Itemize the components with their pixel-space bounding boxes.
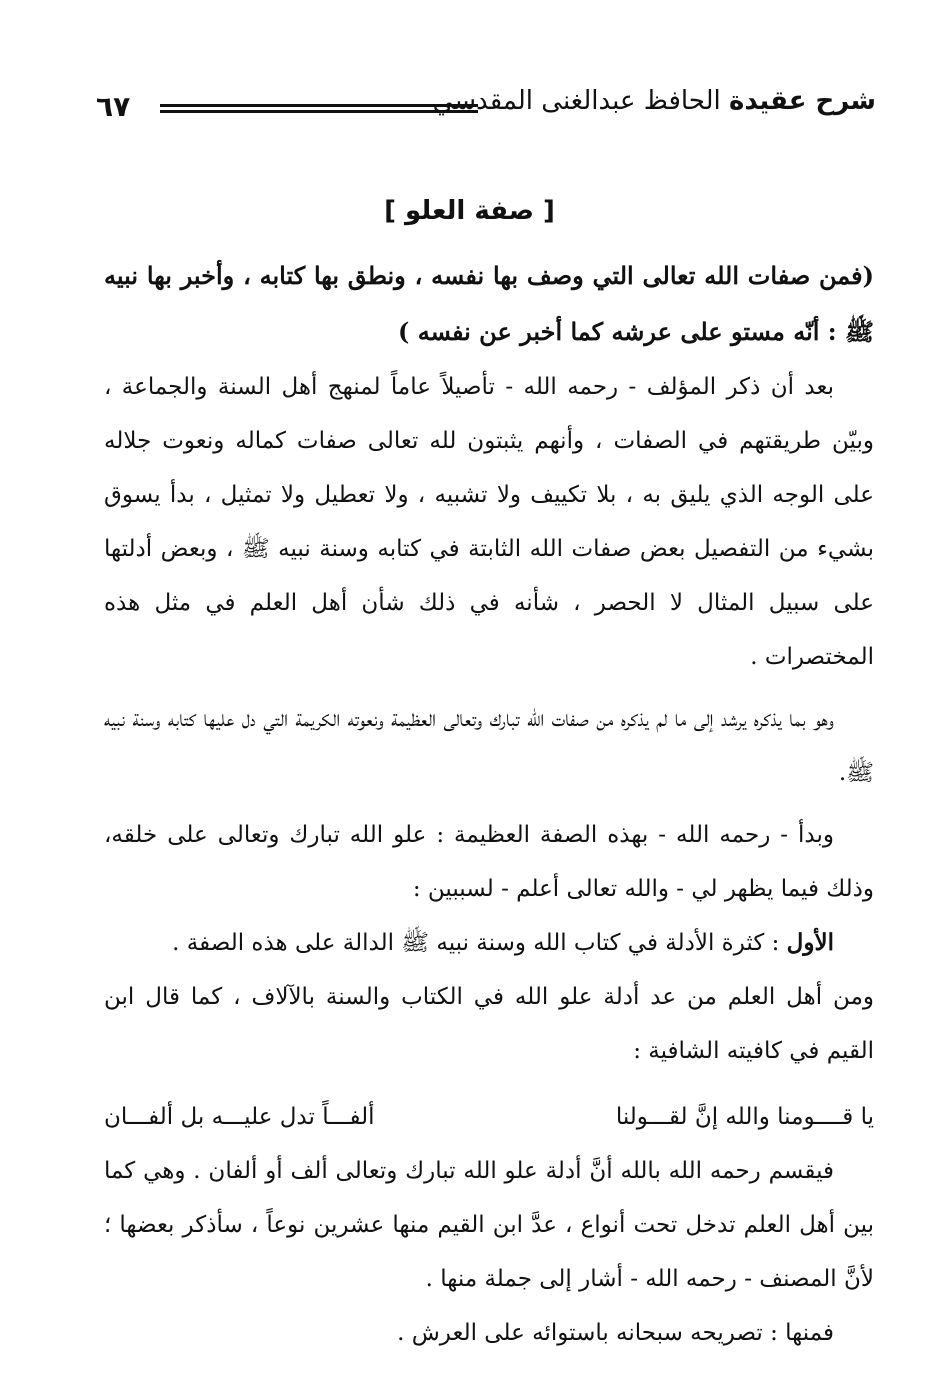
page-header <box>96 80 876 130</box>
poem-verse <box>104 1090 874 1144</box>
header-rule <box>160 104 478 116</box>
running-title <box>433 86 876 116</box>
paragraph-2: وهو بما يذكره يرشد إلى ما لم يذكره من صفات الله تبارك وتعالى العظيمة ونعوته الكريمة التي دل عليها كتابه وسنة نبيه ﷺ. <box>104 706 874 786</box>
running-title-rest: الحافظ عبدالغنى المقدسي <box>432 86 721 116</box>
body-text <box>104 248 874 1360</box>
paragraph-7: فمنها : تصريحه سبحانه باستوائه على العرش . <box>397 1320 834 1346</box>
paragraph-1: بعد أن ذكر المؤلف - رحمه الله - تأصيلاً عاماً لمنهج أهل السنة والجماعة ، وبيّن طريقتهم في الصفات ، وأنهم يثبتون لله تعالى صفات كماله ونعوت جلاله على الوجه الذي يليق به ، بلا تكييف ولا تشبيه ، ولا تعطيل ولا تمثيل ، بدأ يسوق بشيء من التفصيل بعض صفات الله الثابتة في كتابه وسنة نبيه ﷺ ، وبعض أدلتها على سبيل المثال لا الحصر ، شأنه في ذلك شأن أهل العلم في مثل هذه المختصرات . <box>104 374 874 670</box>
paragraph-6: فيقسم رحمه الله بالله أنَّ أدلة علو الله تبارك وتعالى ألف أو ألفان . وهي كما بين أهل العلم تدخل تحت أنواع ، عدَّ ابن القيم منها عشرين نوعاً ، سأذكر بعضها ؛ لأنَّ المصنف - رحمه الله - أشار إلى جملة منها . <box>104 1158 874 1292</box>
first-reason-label: الأول <box>786 929 834 956</box>
paragraph-5: ومن أهل العلم من عد أدلة علو الله في الكتاب والسنة بالآلاف ، كما قال ابن القيم في كافيته الشافية : <box>104 984 874 1064</box>
paragraph-4 <box>104 916 874 970</box>
verse-first-hemistich: يا قــــومنا والله إنَّ لقـــولنا <box>615 1104 874 1130</box>
running-title-bold: شرح عقيدة <box>729 86 876 116</box>
first-reason-text: : كثرة الأدلة في كتاب الله وسنة نبيه ﷺ الدالة على هذه الصفة . <box>172 930 787 956</box>
section-title: [ صفة العلو ] <box>384 196 555 226</box>
verse-second-hemistich: ألفـــاً تدل عليـــه بل ألفـــان <box>104 1104 375 1130</box>
paragraph-3: وبدأ - رحمه الله - بهذه الصفة العظيمة : علو الله تبارك وتعالى على خلقه، وذلك فيما يظهر لي - والله تعالى أعلم - لسببين : <box>104 822 874 902</box>
matn-quote: (فمن صفات الله تعالى التي وصف بها نفسه ، ونطق بها كتابه ، وأخبر بها نبيه ﷺ : أنّه مستو على عرشه كما أخبر عن نفسه ) <box>104 261 874 346</box>
page-number: ٦٧ <box>96 90 131 123</box>
